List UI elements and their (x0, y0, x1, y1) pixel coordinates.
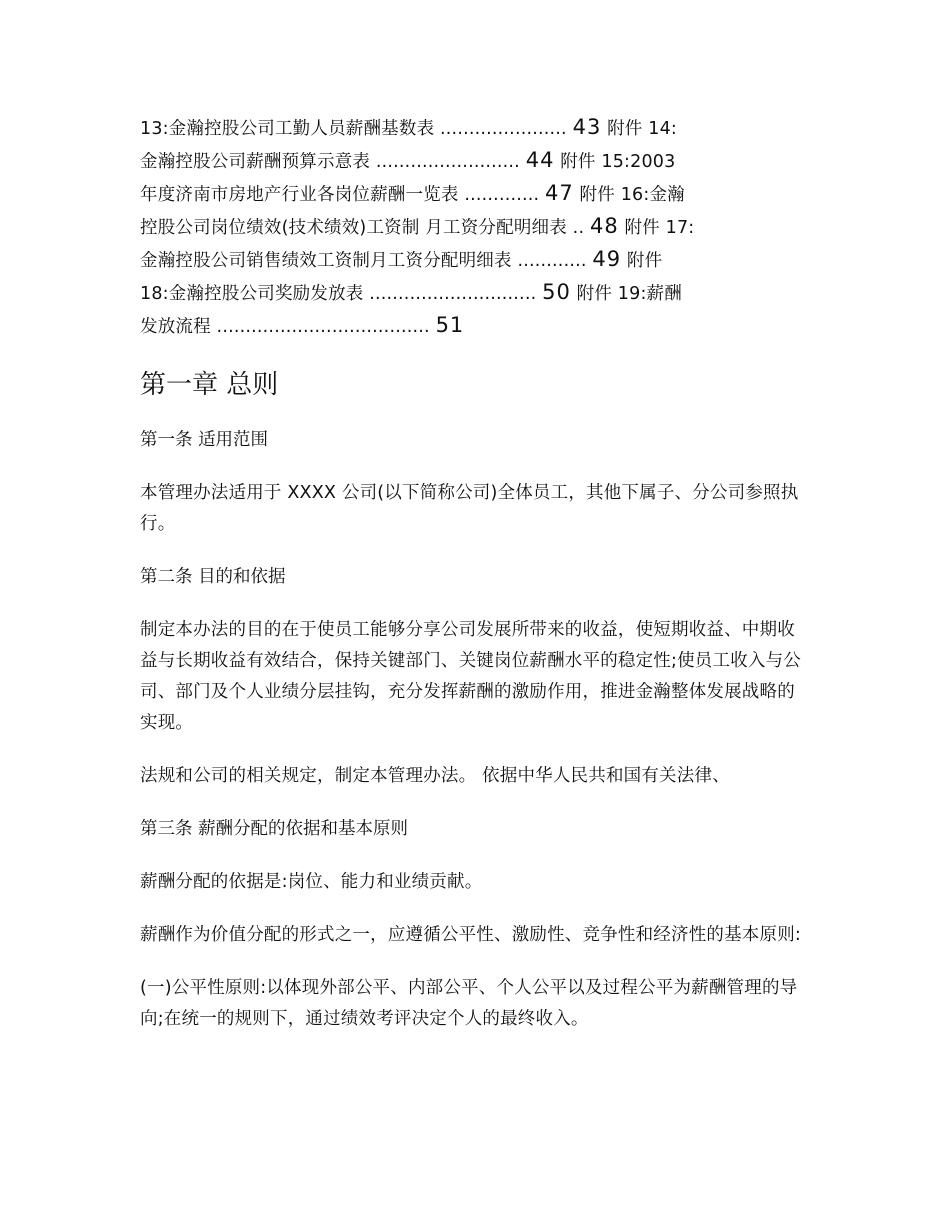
toc-page-number: 48 (589, 214, 619, 238)
paragraph: 制定本办法的目的在于使员工能够分享公司发展所带来的收益，使短期收益、中期收益与长期收益有效结合，保持关键部门、关键岗位薪酬水平的稳定性;使员工收入与公司、部门及个人业绩分层挂钩，充分发挥薪酬的激励作用，推进金瀚整体发展战略的实现。 (140, 620, 801, 733)
toc-entry-tail: 附件 (621, 251, 663, 271)
toc-entry-text: 金瀚控股公司薪酬预算示意表 ......................... (140, 152, 520, 172)
toc-line (140, 112, 812, 145)
paragraph: 薪酬分配的依据是:岗位、能力和业绩贡献。 (140, 872, 483, 892)
toc-line (140, 211, 812, 244)
toc-entry-tail: 附件 16:金瀚 (573, 185, 685, 205)
toc-entry-text: 金瀚控股公司销售绩效工资制月工资分配明细表 ............ (140, 251, 587, 271)
toc-entry-tail: 附件 19:薪酬 (570, 284, 682, 304)
toc-page-number: 47 (545, 181, 574, 205)
paragraph: (一)公平性原则:以体现外部公平、内部公平、个人公平以及过程公平为薪酬管理的导向;在统一的规则下，通过绩效考评决定个人的最终收入。 (140, 978, 798, 1029)
document-page (140, 112, 812, 1035)
toc-page-number: 43 (572, 115, 602, 139)
toc-entry-text: 控股公司岗位绩效(技术绩效)工资制 月工资分配明细表 .. (140, 218, 585, 238)
toc-page-number: 44 (525, 148, 555, 172)
article-heading: 第三条 薪酬分配的依据和基本原则 (140, 819, 409, 839)
table-of-contents (140, 112, 812, 343)
chapter-title: 第一章 总则 (140, 370, 279, 400)
toc-entry-tail: 附件 14: (601, 119, 678, 139)
toc-page-number: 50 (542, 280, 571, 304)
toc-line (140, 178, 812, 211)
toc-line (140, 310, 812, 343)
toc-line (140, 277, 812, 310)
toc-line (140, 145, 812, 178)
toc-entry-tail: 附件 17: (618, 218, 695, 238)
paragraph: 法规和公司的相关规定，制定本管理办法。 依据中华人民共和国有关法律、 (140, 766, 730, 786)
toc-entry-text: 13:金瀚控股公司工勤人员薪酬基数表 ...................... (140, 119, 567, 139)
toc-entry-text: 发放流程 ..................................... (140, 317, 430, 337)
paragraph: 薪酬作为价值分配的形式之一，应遵循公平性、激励性、竞争性和经济性的基本原则: (140, 925, 801, 945)
toc-entry-tail: 附件 15:2003 (554, 152, 676, 172)
toc-entry-text: 18:金瀚控股公司奖励发放表 ............................. (140, 284, 537, 304)
article-heading: 第一条 适用范围 (140, 430, 269, 450)
toc-page-number: 49 (592, 247, 622, 271)
paragraph: 本管理办法适用于 XXXX 公司(以下简称公司)全体员工，其他下属子、分公司参照执行。 (140, 483, 799, 534)
toc-entry-text: 年度济南市房地产行业各岗位薪酬一览表 ............. (140, 185, 540, 205)
toc-page-number: 51 (435, 313, 465, 337)
article-heading: 第二条 目的和依据 (140, 567, 286, 587)
toc-line (140, 244, 812, 277)
